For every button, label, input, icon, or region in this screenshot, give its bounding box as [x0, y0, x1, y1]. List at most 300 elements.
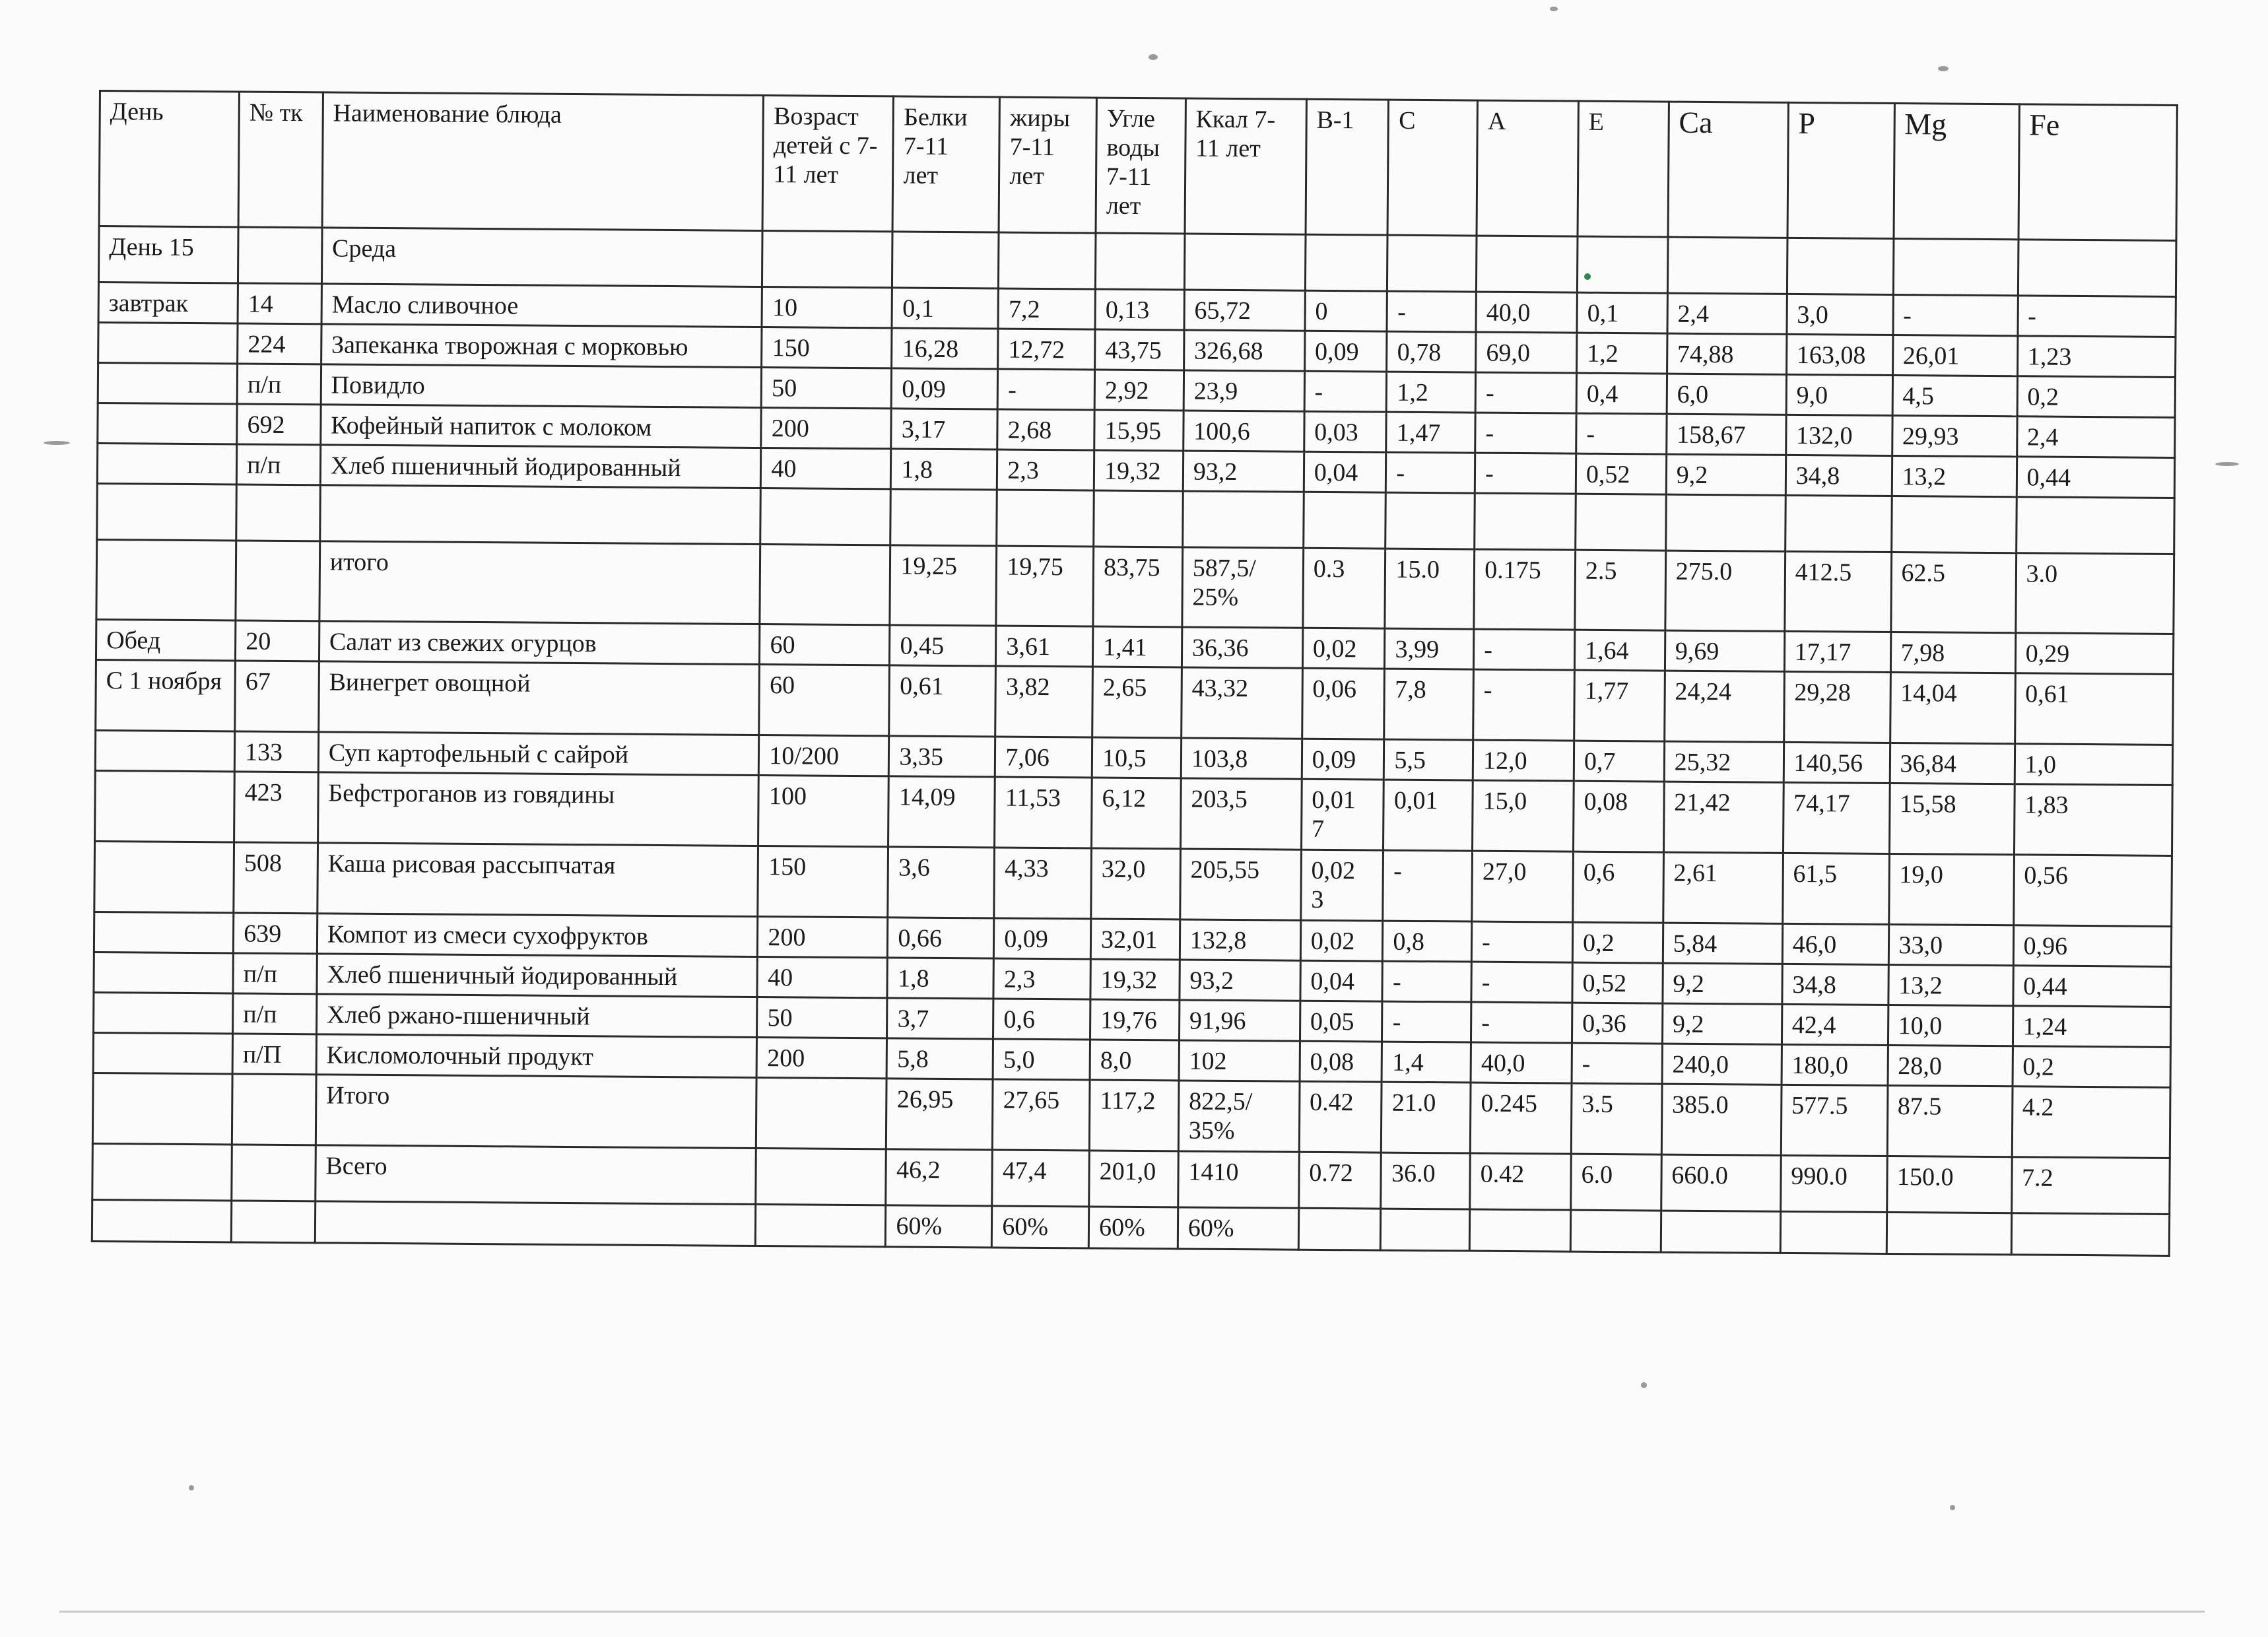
- cell-mg: 13,2: [1892, 455, 2017, 496]
- cell-fe: 0,2: [2017, 376, 2176, 418]
- cell-p: 577.5: [1781, 1085, 1888, 1156]
- cell-age: 50: [762, 368, 892, 409]
- page-edge-line: [59, 1611, 2205, 1613]
- cell-name: Хлеб ржано-пшеничный: [316, 994, 757, 1038]
- cell-tk: [232, 1145, 316, 1201]
- cell-ca: 275.0: [1665, 551, 1785, 631]
- cell-name: Запеканка творожная с морковью: [321, 324, 762, 368]
- cell-kcal: 93,2: [1183, 451, 1304, 492]
- cell-c: 0,8: [1383, 921, 1472, 962]
- cell-mg: 26,01: [1892, 335, 2017, 376]
- cell-mg: 10,0: [1888, 1005, 2013, 1046]
- cell-a: 69,0: [1476, 332, 1577, 373]
- cell-name: Бефстроганов из говядины: [317, 772, 758, 846]
- cell-name: Кисломолочный продукт: [316, 1034, 757, 1078]
- cell-name: Хлеб пшеничный йодированный: [317, 954, 758, 997]
- cell-e: [1576, 494, 1666, 551]
- cell-b1: 0.42: [1299, 1081, 1382, 1153]
- header-age: Возраст детей с 7-11 лет: [762, 96, 893, 232]
- cell-kcal: 203,5: [1180, 778, 1302, 850]
- cell-e: 0,52: [1572, 962, 1663, 1003]
- cell-e: 0,4: [1576, 373, 1667, 414]
- cell-ca: 25,32: [1664, 741, 1784, 782]
- cell-fat: 7,2: [998, 288, 1095, 329]
- cell-kcal: 1410: [1178, 1151, 1300, 1208]
- cell-ca: 385.0: [1661, 1084, 1782, 1155]
- cell-name: Компот из смеси сухофруктов: [317, 914, 758, 957]
- scan-speck: [1641, 1382, 1647, 1388]
- cell-kcal: 103,8: [1181, 738, 1302, 779]
- cell-age: 10/200: [759, 735, 889, 776]
- cell-protein: 0,45: [890, 625, 996, 666]
- cell-carbs: [1096, 233, 1185, 290]
- cell-age: [756, 1077, 887, 1149]
- header-day: День: [99, 91, 240, 227]
- scan-speck: [1938, 66, 1949, 71]
- cell-e: 1,2: [1577, 333, 1667, 374]
- cell-name: [320, 485, 761, 545]
- header-fe: Fe: [2018, 104, 2178, 241]
- cell-e: 3.5: [1571, 1083, 1661, 1154]
- cell-p: 46,0: [1782, 923, 1888, 964]
- cell-fe: 1,24: [2013, 1006, 2171, 1048]
- cell-a: -: [1475, 413, 1576, 453]
- scan-speck: [189, 1485, 194, 1490]
- cell-p: 180,0: [1782, 1044, 1888, 1085]
- cell-b1: 0,03: [1304, 411, 1387, 452]
- cell-tk: 14: [238, 283, 321, 324]
- cell-protein: 3,6: [888, 847, 995, 918]
- cell-carbs: 8,0: [1090, 1040, 1179, 1081]
- cell-age: 200: [756, 1037, 886, 1078]
- cell-b1: 0,04: [1304, 451, 1386, 492]
- cell-protein: [892, 232, 999, 288]
- cell-day: [93, 1032, 233, 1073]
- cell-age: 150: [762, 327, 892, 368]
- cell-fat: 19,75: [996, 546, 1094, 626]
- cell-name: Винегрет овощной: [319, 661, 760, 735]
- cell-mg: 62.5: [1890, 552, 2016, 632]
- cell-tk: п/п: [233, 993, 317, 1034]
- cell-b1: 0.72: [1299, 1152, 1382, 1209]
- cell-tk: 508: [234, 842, 317, 914]
- cell-carbs: 83,75: [1093, 547, 1183, 627]
- cell-day: [98, 403, 238, 444]
- cell-ca: 158,67: [1666, 414, 1785, 455]
- cell-day: [92, 1199, 232, 1242]
- cell-tk: [236, 484, 320, 541]
- cell-fat: 2,3: [997, 450, 1094, 490]
- cell-a: 12,0: [1473, 740, 1574, 781]
- cell-carbs: 2,92: [1094, 370, 1184, 411]
- cell-c: 21.0: [1382, 1082, 1471, 1153]
- cell-b1: 0,09: [1302, 739, 1384, 780]
- cell-age: 100: [758, 776, 889, 847]
- cell-name: Итого: [316, 1075, 756, 1149]
- cell-day: [98, 363, 238, 404]
- cell-mg: 13,2: [1888, 964, 2013, 1005]
- cell-kcal: 587,5/ 25%: [1182, 547, 1304, 628]
- cell-c: 0,78: [1387, 331, 1476, 372]
- cell-a: -: [1473, 669, 1575, 741]
- cell-p: 9,0: [1786, 374, 1892, 415]
- cell-protein: 1,8: [887, 958, 993, 999]
- cell-carbs: 6,12: [1092, 778, 1181, 849]
- cell-age: 50: [757, 997, 887, 1038]
- cell-b1: 0,02: [1300, 920, 1383, 961]
- cell-ca: 6,0: [1667, 374, 1786, 415]
- cell-age: 200: [761, 408, 891, 449]
- cell-a: -: [1474, 629, 1575, 670]
- cell-fe: 2,4: [2017, 417, 2175, 458]
- cell-carbs: [1094, 490, 1183, 547]
- cell-ca: 9,69: [1665, 630, 1784, 671]
- cell-p: 990.0: [1780, 1155, 1886, 1212]
- cell-day: [97, 443, 237, 484]
- cell-ca: 2,61: [1663, 852, 1783, 923]
- cell-e: [1577, 236, 1667, 293]
- cell-b1: 0,09: [1304, 331, 1387, 372]
- cell-age: 10: [762, 287, 892, 328]
- cell-p: [1785, 495, 1891, 552]
- cell-e: 0,36: [1572, 1003, 1662, 1044]
- cell-carbs: 43,75: [1095, 329, 1184, 370]
- cell-tk: [232, 1074, 316, 1145]
- cell-a: 27,0: [1472, 851, 1574, 922]
- cell-ca: 660.0: [1661, 1154, 1781, 1211]
- cell-day: [94, 841, 234, 912]
- cell-b1: 0,04: [1300, 960, 1383, 1001]
- cell-day: [95, 730, 235, 771]
- cell-name: Среда: [321, 228, 762, 287]
- cell-c: [1385, 492, 1475, 549]
- cell-day: [94, 992, 234, 1033]
- cell-day: [92, 1073, 232, 1144]
- cell-p: [1780, 1211, 1886, 1253]
- cell-fe: 0,56: [2013, 855, 2172, 927]
- cell-kcal: 132,8: [1180, 919, 1300, 960]
- ink-dot: [1584, 273, 1591, 280]
- cell-fat: 27,65: [993, 1079, 1090, 1151]
- cell-protein: [890, 489, 997, 546]
- cell-b1: [1298, 1208, 1381, 1250]
- cell-mg: 4,5: [1892, 375, 2017, 416]
- cell-ca: 240,0: [1662, 1044, 1782, 1085]
- cell-kcal: 60%: [1178, 1207, 1298, 1250]
- header-p: P: [1787, 102, 1894, 238]
- cell-c: -: [1382, 961, 1471, 1002]
- cell-day: [96, 539, 236, 620]
- cell-fat: 3,82: [995, 666, 1093, 737]
- cell-carbs: 1,41: [1093, 626, 1182, 667]
- cell-name: Всего: [316, 1145, 756, 1205]
- cell-p: 17,17: [1784, 631, 1890, 672]
- cell-kcal: 102: [1179, 1040, 1300, 1081]
- header-dish-name: Наименование блюда: [322, 92, 764, 231]
- cell-b1: 0.3: [1303, 548, 1386, 628]
- cell-tk: 692: [237, 404, 321, 445]
- cell-b1: 0,02: [1302, 628, 1385, 669]
- cell-carbs: 32,0: [1091, 848, 1180, 919]
- cell-a: [1469, 1209, 1570, 1252]
- cell-e: 0,2: [1572, 922, 1663, 963]
- cell-age: 60: [759, 665, 890, 736]
- cell-fat: 3,61: [996, 626, 1093, 667]
- cell-protein: 0,1: [892, 288, 998, 329]
- cell-p: 140,56: [1784, 742, 1890, 783]
- cell-fe: 0,29: [2015, 633, 2174, 675]
- cell-c: 15.0: [1385, 549, 1475, 629]
- cell-b1: 0,08: [1300, 1041, 1382, 1082]
- cell-protein: 3,7: [887, 998, 993, 1039]
- cell-name: Кофейный напиток с молоком: [321, 405, 762, 448]
- cell-carbs: 2,65: [1092, 667, 1182, 738]
- cell-age: [760, 545, 890, 625]
- cell-protein: 3,35: [889, 736, 995, 777]
- cell-fat: 47,4: [992, 1150, 1089, 1207]
- cell-c: 1,4: [1382, 1042, 1471, 1083]
- cell-carbs: 60%: [1088, 1207, 1178, 1249]
- cell-b1: 0,02 3: [1301, 850, 1384, 921]
- cell-mg: 87.5: [1887, 1085, 2013, 1156]
- cell-kcal: 822,5/ 35%: [1178, 1081, 1300, 1152]
- cell-fe: 0,44: [2013, 966, 2171, 1007]
- cell-c: -: [1382, 1001, 1471, 1042]
- cell-c: -: [1386, 452, 1475, 493]
- cell-p: 34,8: [1782, 964, 1888, 1005]
- cell-a: -: [1475, 453, 1576, 494]
- cell-fe: 0,61: [2015, 673, 2173, 745]
- cell-fe: 4.2: [2012, 1086, 2170, 1158]
- cell-protein: 46,2: [886, 1149, 992, 1206]
- cell-mg: 33,0: [1888, 924, 2013, 965]
- cell-kcal: [1184, 234, 1306, 290]
- cell-a: 0.175: [1474, 549, 1576, 630]
- menu-nutrition-table: [91, 90, 2178, 1257]
- cell-tk: п/п: [233, 953, 317, 994]
- cell-ca: 24,24: [1664, 671, 1784, 742]
- cell-kcal: 23,9: [1184, 370, 1304, 411]
- cell-age: [756, 1148, 886, 1205]
- cell-c: 1,2: [1387, 372, 1476, 413]
- cell-a: 0.42: [1470, 1153, 1571, 1210]
- cell-e: 0,1: [1577, 292, 1667, 333]
- cell-fat: 12,72: [998, 329, 1095, 370]
- cell-e: -: [1576, 413, 1667, 454]
- cell-a: -: [1471, 1002, 1572, 1043]
- scan-speck: [2215, 462, 2239, 466]
- cell-name: Хлеб пшеничный йодированный: [320, 445, 761, 488]
- scan-speck: [1950, 1505, 1955, 1510]
- cell-b1: [1305, 234, 1387, 291]
- cell-protein: 5,8: [887, 1038, 993, 1079]
- cell-fat: 2,3: [993, 958, 1090, 999]
- cell-carbs: 19,32: [1094, 450, 1183, 491]
- cell-tk: п/п: [237, 364, 321, 405]
- cell-c: 0,01: [1384, 780, 1473, 851]
- cell-a: 40,0: [1471, 1042, 1572, 1083]
- cell-fe: 7.2: [2011, 1157, 2170, 1215]
- cell-mg: -: [1893, 294, 2018, 335]
- cell-kcal: 91,96: [1179, 1000, 1300, 1041]
- cell-e: 0,7: [1574, 741, 1664, 782]
- cell-day: завтрак: [98, 283, 238, 323]
- cell-e: -: [1572, 1043, 1662, 1084]
- cell-mg: [1886, 1212, 2011, 1254]
- cell-protein: 60%: [886, 1205, 992, 1248]
- cell-e: 0,52: [1576, 453, 1666, 494]
- cell-age: 150: [758, 846, 888, 918]
- cell-day: [97, 483, 237, 540]
- cell-day: С 1 ноября: [96, 659, 236, 731]
- cell-p: 132,0: [1785, 415, 1892, 455]
- cell-protein: 0,61: [889, 665, 996, 737]
- cell-b1: 0: [1305, 290, 1387, 331]
- cell-day: [92, 1143, 232, 1200]
- cell-tk: 133: [234, 731, 318, 772]
- header-e: E: [1578, 101, 1669, 237]
- cell-mg: 29,93: [1892, 415, 2017, 456]
- cell-tk: [231, 1201, 315, 1243]
- cell-a: 15,0: [1473, 780, 1574, 852]
- header-fat: жиры 7-11 лет: [999, 97, 1096, 233]
- cell-p: 29,28: [1784, 671, 1890, 743]
- cell-ca: 9,2: [1663, 963, 1782, 1004]
- cell-fe: 1,83: [2014, 784, 2172, 856]
- cell-fe: 1,0: [2015, 744, 2173, 785]
- cell-day: День 15: [98, 226, 238, 283]
- header-ca: Ca: [1668, 102, 1788, 238]
- cell-mg: 36,84: [1890, 743, 2015, 784]
- cell-p: 412.5: [1785, 551, 1892, 632]
- cell-fe: 1,23: [2017, 336, 2176, 378]
- table-row: [96, 539, 2174, 634]
- cell-ca: 5,84: [1663, 923, 1782, 964]
- cell-protein: 3,17: [891, 409, 997, 450]
- header-row: [99, 91, 2177, 241]
- cell-name: [315, 1201, 756, 1246]
- cell-mg: 15,58: [1889, 783, 2015, 854]
- cell-mg: 28,0: [1888, 1045, 2013, 1086]
- scan-speck: [1550, 7, 1558, 11]
- cell-tk: [236, 541, 320, 621]
- cell-fat: 7,06: [995, 737, 1092, 778]
- cell-c: 1,47: [1386, 412, 1475, 453]
- table-header: [99, 91, 2177, 241]
- table-body: [92, 226, 2176, 1256]
- cell-ca: 21,42: [1663, 782, 1784, 853]
- cell-carbs: 0,13: [1095, 289, 1184, 330]
- cell-p: 61,5: [1782, 853, 1889, 924]
- cell-c: 3,99: [1385, 628, 1474, 669]
- cell-b1: 0,01 7: [1301, 779, 1384, 850]
- cell-b1: 0,05: [1300, 1001, 1382, 1042]
- cell-day: Обед: [96, 619, 236, 660]
- scan-speck: [1149, 54, 1158, 60]
- cell-tk: п/п: [236, 444, 320, 485]
- cell-carbs: 32,01: [1090, 919, 1180, 960]
- cell-carbs: 19,76: [1090, 999, 1180, 1040]
- cell-mg: [1891, 496, 2017, 552]
- cell-tk: 423: [234, 772, 318, 843]
- cell-ca: [1667, 237, 1787, 294]
- cell-fat: [997, 490, 1094, 547]
- cell-b1: -: [1304, 371, 1387, 412]
- cell-p: 163,08: [1786, 334, 1892, 375]
- cell-kcal: 93,2: [1180, 960, 1300, 1001]
- header-tk: № тк: [238, 92, 323, 228]
- cell-ca: 74,88: [1667, 333, 1786, 374]
- header-kcal: Ккал 7-11 лет: [1185, 98, 1306, 234]
- cell-day: [98, 323, 238, 364]
- cell-day: [95, 770, 235, 842]
- cell-e: 6.0: [1571, 1154, 1661, 1211]
- cell-e: 2.5: [1575, 550, 1666, 630]
- cell-ca: [1665, 494, 1785, 551]
- cell-carbs: 19,32: [1090, 959, 1180, 1000]
- cell-fe: -: [2018, 296, 2176, 337]
- cell-fe: 0,44: [2017, 457, 2175, 498]
- cell-ca: 2,4: [1667, 293, 1787, 334]
- cell-fat: 4,33: [994, 848, 1092, 919]
- cell-a: -: [1471, 962, 1572, 1003]
- cell-a: [1477, 236, 1578, 292]
- cell-mg: 19,0: [1888, 853, 2014, 925]
- cell-c: [1381, 1209, 1470, 1251]
- cell-fe: 3.0: [2015, 553, 2174, 634]
- cell-protein: 0,66: [888, 918, 994, 958]
- cell-age: [756, 1204, 886, 1246]
- cell-b1: 0,06: [1302, 668, 1384, 739]
- cell-b1: [1303, 492, 1385, 549]
- cell-fe: 0,96: [2013, 925, 2172, 967]
- cell-kcal: 100,6: [1184, 411, 1304, 451]
- cell-name: Салат из свежих огурцов: [319, 621, 760, 665]
- cell-fe: 0,2: [2013, 1046, 2171, 1088]
- cell-kcal: 205,55: [1180, 849, 1302, 920]
- cell-carbs: 15,95: [1094, 410, 1184, 451]
- header-a: A: [1477, 100, 1578, 236]
- cell-fat: -: [997, 369, 1094, 410]
- cell-a: 40,0: [1476, 292, 1577, 333]
- cell-a: [1475, 493, 1576, 550]
- cell-e: 0,6: [1573, 852, 1663, 923]
- cell-tk: 20: [236, 620, 319, 661]
- cell-carbs: 10,5: [1092, 737, 1181, 778]
- cell-e: [1570, 1210, 1661, 1252]
- cell-p: 74,17: [1783, 782, 1890, 853]
- cell-ca: [1661, 1211, 1780, 1253]
- cell-mg: 7,98: [1890, 632, 2015, 673]
- cell-name: Повидло: [321, 364, 762, 408]
- cell-fat: 5,0: [993, 1039, 1090, 1080]
- cell-fat: 11,53: [995, 777, 1092, 848]
- cell-e: 0,08: [1573, 781, 1663, 852]
- cell-tk: [238, 227, 322, 284]
- cell-mg: [1893, 238, 2018, 295]
- cell-age: [760, 488, 891, 545]
- cell-age: 40: [757, 956, 887, 997]
- header-carbs: Угле воды 7-11 лет: [1096, 98, 1185, 234]
- cell-ca: 9,2: [1662, 1003, 1782, 1044]
- cell-fat: 2,68: [997, 409, 1094, 450]
- cell-tk: 67: [235, 661, 319, 732]
- cell-age: 40: [761, 448, 891, 489]
- cell-kcal: 65,72: [1184, 290, 1305, 331]
- cell-fe: [2011, 1213, 2170, 1256]
- cell-protein: 14,09: [888, 776, 995, 848]
- cell-kcal: 43,32: [1181, 667, 1302, 739]
